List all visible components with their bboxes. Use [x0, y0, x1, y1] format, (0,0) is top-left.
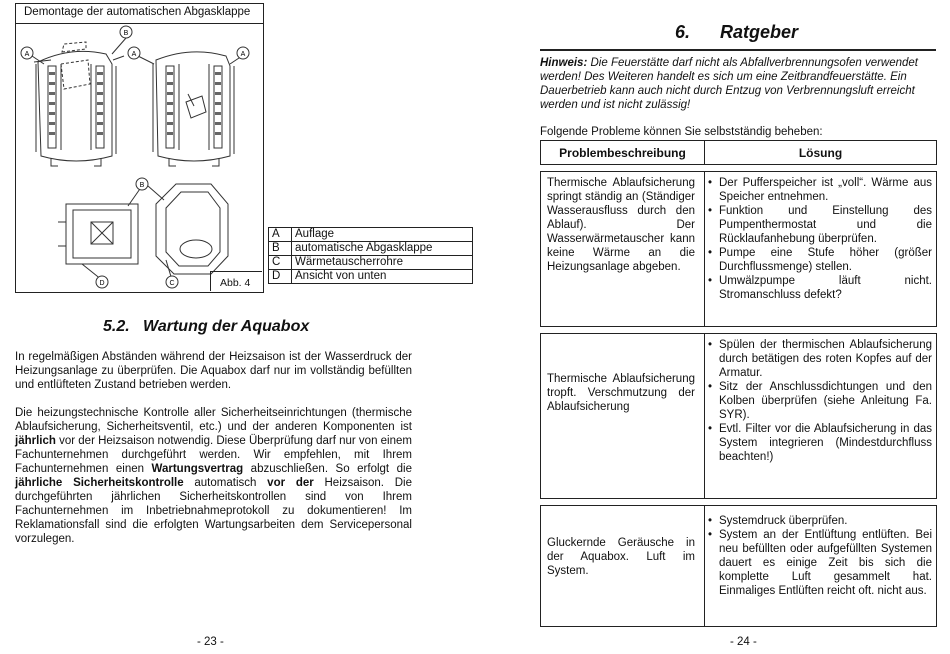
column-header-problem: Problembeschreibung [541, 141, 705, 165]
table-row [541, 172, 937, 327]
problem-cell: Thermische Ablaufsicherung tropft. Verschmutzung der Ablaufsicherung [541, 334, 705, 499]
callout-d [96, 276, 108, 288]
table-intro: Folgende Probleme können Sie selbstständig beheben: [540, 126, 823, 138]
svg-text:A: A [24, 51, 30, 58]
problem-cell: Thermische Ablaufsicherung springt ständig an (Ständiger Wasserausfluss durch den Ablauf). Der Wasserwärmetauscher kann keine Wärme an die Heizungsanlage abgeben. [541, 172, 705, 327]
svg-text:B: B [139, 182, 145, 189]
page-number-right: - 24 - [730, 636, 757, 648]
solution-item: • Evtl. Filter vor die Ablaufsicherung in das System integrieren (Mindestdurchfluss beachten!) [705, 422, 932, 464]
solution-item: • Sitz der Anschlussdichtungen und den Kolben überprüfen (siehe Anleitung Fa. SYR). [705, 380, 932, 422]
callout-c [166, 276, 178, 288]
solution-item: • Umwälzpumpe läuft nicht. Stromanschluss defekt? [705, 274, 932, 302]
svg-text:A: A [131, 51, 137, 58]
callout-a-2 [128, 47, 140, 59]
abgasklappe-drawing [16, 24, 262, 290]
legend-row [269, 270, 473, 284]
callout-a-3 [237, 47, 249, 59]
legend-value: Auflage [292, 228, 473, 242]
solution-cell [705, 506, 937, 627]
heading-rule [540, 49, 936, 51]
legend-value: automatische Abgasklappe [292, 242, 473, 256]
solution-cell [705, 334, 937, 499]
paragraph-water-pressure: In regelmäßigen Abständen während der Heizsaison ist der Wasserdruck der Heizungsanlage zu überprüfen. Die Aquabox darf nur im vollständig befüllten und entlüfteten Zustand betrieben werden. [15, 351, 412, 391]
legend-key: C [269, 256, 292, 270]
isometric-view-drawing [156, 184, 228, 274]
legend-key: D [269, 270, 292, 284]
chapter-heading: 6. Ratgeber [675, 22, 799, 42]
svg-text:D: D [99, 280, 105, 287]
paragraph-safety-check: Die heizungstechnische Kontrolle aller Sicherheitseinrichtungen (thermische Ablaufsicherung, Sicherheitsventil, etc.) und der anderen Komponenten ist jährlich vor der Heizsaison notwendig. Diese Überprüfung darf nur von einem Fachunternehmen durchgeführt werden. Wir empfehlen, mit Ihrem Fachunternehmen einen Wartungsvertrag abzuschließen. So erfolgt die jährliche Sicherheitskontrolle automatisch vor der Heizsaison. Die durchgeführten jährlichen Sicherheitskontrollen sind von Ihrem Fachunternehmen im Inbetriebnahmeprotokoll zu dokumentieren! Im Reklamationsfall sind die erfolgten Wartungsarbeiten dem Servicepersonal vorzulegen. [15, 407, 412, 545]
troubleshooting-table [540, 140, 937, 627]
solution-item: • Spülen der thermischen Ablaufsicherung durch betätigen des roten Kopfes auf der Armatur. [705, 338, 932, 380]
figure-title: Demontage der automatischen Abgasklappe [24, 6, 251, 18]
legend-value: Ansicht von unten [292, 270, 473, 284]
problem-cell: Gluckernde Geräusche in der Aquabox. Luft im System. [541, 506, 705, 627]
section-heading: 5.2. Wartung der Aquabox [103, 318, 310, 335]
solution-item: • Systemdruck überprüfen. [705, 514, 932, 528]
solution-item: • System an der Entlüftung entlüften. Bei neu befüllten oder aufgefüllten Systemen dauert es einige Zeit bis sich die komplette Luft gesammelt hat. Einmaliges Entlüften reicht oft. nicht aus. [705, 528, 932, 598]
bottom-view-drawing [58, 204, 138, 264]
legend-row [269, 256, 473, 270]
legend-key: A [269, 228, 292, 242]
legend-value: Wärmetauscherrohre [292, 256, 473, 270]
solution-item: • Pumpe eine Stufe höher (größer Durchflussmenge) stellen. [705, 246, 932, 274]
svg-text:B: B [123, 30, 129, 37]
solution-item: • Der Pufferspeicher ist „voll“. Wärme aus Speicher entnehmen. [705, 176, 932, 204]
column-header-solution: Lösung [705, 141, 937, 165]
figure-number: Abb. 4 [210, 271, 262, 291]
figure-legend [268, 227, 473, 284]
legend-row [269, 228, 473, 242]
table-row [541, 506, 937, 627]
table-row [541, 334, 937, 499]
page-number-left: - 23 - [197, 636, 224, 648]
callout-b-1 [120, 26, 132, 38]
callout-a-1 [21, 47, 33, 59]
hinweis-note: Hinweis: Die Feuerstätte darf nicht als Abfallverbrennungsofen verwendet werden! Des Weiteren handelt es sich um eine Zeitbrandfeuerstätte. Ein Dauerbetrieb kann auch nicht durch Entzug von Verbrennungsluft erreicht werden und ist nicht zulässig! [540, 57, 919, 111]
legend-key: B [269, 242, 292, 256]
svg-text:C: C [169, 280, 175, 287]
solution-item: • Funktion und Einstellung des Pumpenthermostat und die Rücklaufanhebung überprüfen. [705, 204, 932, 246]
callout-b-2 [136, 178, 148, 190]
solution-cell [705, 172, 937, 327]
svg-text:A: A [240, 51, 246, 58]
heater-drawing-right [153, 52, 234, 166]
legend-row [269, 242, 473, 256]
heater-drawing-left [34, 42, 124, 166]
